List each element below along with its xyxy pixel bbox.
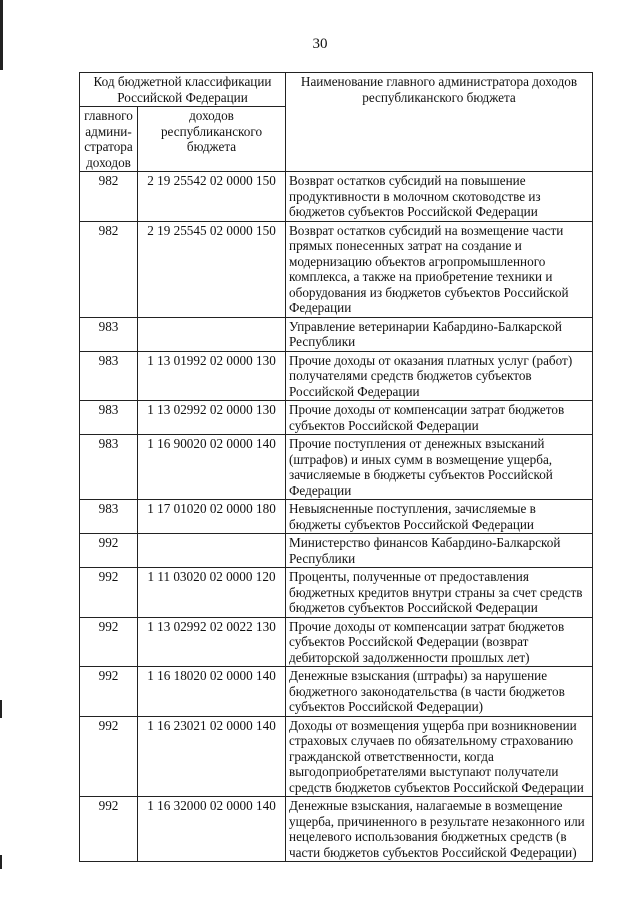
revenue-code-cell: 1 17 01020 02 0000 180 — [138, 500, 286, 534]
table-row — [80, 797, 593, 862]
header-revenue: доходов республиканского бюджета — [138, 107, 286, 172]
revenue-code-cell — [138, 317, 286, 351]
header-kbk: Код бюджетной классификации Российской Федерации — [80, 73, 286, 107]
revenue-name-cell: Денежные взыскания (штрафы) за нарушение бюджетного законодательства (в части бюджетов субъектов Российской Федерации) — [286, 667, 593, 717]
revenue-code-cell: 1 13 02992 02 0000 130 — [138, 401, 286, 435]
admin-code-cell: 992 — [80, 617, 138, 667]
table-row — [80, 401, 593, 435]
table-row — [80, 716, 593, 797]
table-row — [80, 534, 593, 568]
table-row — [80, 317, 593, 351]
admin-code-cell: 983 — [80, 317, 138, 351]
scan-edge-mark — [0, 0, 3, 70]
revenue-name-cell: Невыясненные поступления, зачисляемые в бюджеты субъектов Российской Федерации — [286, 500, 593, 534]
admin-code-cell: 983 — [80, 401, 138, 435]
table-body — [80, 172, 593, 862]
revenue-code-cell: 1 16 90020 02 0000 140 — [138, 435, 286, 500]
header-row — [80, 73, 593, 107]
scan-edge-mark — [0, 700, 2, 718]
revenue-name-cell: Прочие доходы от компенсации затрат бюджетов субъектов Российской Федерации — [286, 401, 593, 435]
table-row — [80, 568, 593, 618]
page-number: 30 — [312, 36, 328, 52]
revenue-code-cell: 1 13 01992 02 0000 130 — [138, 351, 286, 401]
table-row — [80, 500, 593, 534]
scan-edge-mark — [0, 855, 2, 869]
header-name: Наименование главного администратора доходов республиканского бюджета — [286, 73, 593, 172]
admin-code-cell: 992 — [80, 797, 138, 862]
table-row — [80, 351, 593, 401]
revenue-name-cell: Денежные взыскания, налагаемые в возмещение ущерба, причиненного в результате незаконного или нецелевого использования бюджетных средств (в части бюджетов субъектов Российской Федерации) — [286, 797, 593, 862]
admin-code-cell: 983 — [80, 435, 138, 500]
revenue-code-cell: 1 16 32000 02 0000 140 — [138, 797, 286, 862]
revenue-name-cell: Прочие поступления от денежных взысканий (штрафов) и иных сумм в возмещение ущерба, зачисляемые в бюджеты субъектов Российской Федерации — [286, 435, 593, 500]
revenue-code-cell: 2 19 25545 02 0000 150 — [138, 221, 286, 317]
admin-code-cell: 982 — [80, 172, 138, 222]
revenue-name-cell: Возврат остатков субсидий на повышение продуктивности в молочном скотоводстве из бюджетов субъектов Российской Федерации — [286, 172, 593, 222]
revenue-name-cell: Возврат остатков субсидий на возмещение части прямых понесенных затрат на создание и модернизацию объектов агропромышленного комплекса, а также на приобретение техники и оборудования из бюджетов субъектов Российской Федерации — [286, 221, 593, 317]
revenue-code-cell: 1 13 02992 02 0022 130 — [138, 617, 286, 667]
revenue-code-cell: 1 16 18020 02 0000 140 — [138, 667, 286, 717]
admin-code-cell: 992 — [80, 568, 138, 618]
revenue-code-cell — [138, 534, 286, 568]
revenue-code-cell: 2 19 25542 02 0000 150 — [138, 172, 286, 222]
table-row — [80, 667, 593, 717]
budget-classification-table — [79, 72, 593, 862]
revenue-name-cell: Управление ветеринарии Кабардино-Балкарской Республики — [286, 317, 593, 351]
table-row — [80, 172, 593, 222]
revenue-name-cell: Прочие доходы от оказания платных услуг (работ) получателями средств бюджетов субъектов Российской Федерации — [286, 351, 593, 401]
table-row — [80, 221, 593, 317]
revenue-code-cell: 1 11 03020 02 0000 120 — [138, 568, 286, 618]
header-admin: главного админи-стратора доходов — [80, 107, 138, 172]
table-row — [80, 435, 593, 500]
admin-code-cell: 983 — [80, 500, 138, 534]
admin-code-cell: 992 — [80, 667, 138, 717]
revenue-name-cell: Доходы от возмещения ущерба при возникновении страховых случаев по обязательному страхованию гражданской ответственности, когда выгодоприобретателями выступают получатели средств бюджетов субъектов Российской Федерации — [286, 716, 593, 797]
table-row — [80, 617, 593, 667]
admin-code-cell: 983 — [80, 351, 138, 401]
admin-code-cell: 992 — [80, 534, 138, 568]
revenue-name-cell: Проценты, полученные от предоставления бюджетных кредитов внутри страны за счет средств бюджетов субъектов Российской Федерации — [286, 568, 593, 618]
admin-code-cell: 992 — [80, 716, 138, 797]
admin-code-cell: 982 — [80, 221, 138, 317]
revenue-name-cell: Прочие доходы от компенсации затрат бюджетов субъектов Российской Федерации (возврат дебиторской задолженности прошлых лет) — [286, 617, 593, 667]
revenue-code-cell: 1 16 23021 02 0000 140 — [138, 716, 286, 797]
revenue-name-cell: Министерство финансов Кабардино-Балкарской Республики — [286, 534, 593, 568]
